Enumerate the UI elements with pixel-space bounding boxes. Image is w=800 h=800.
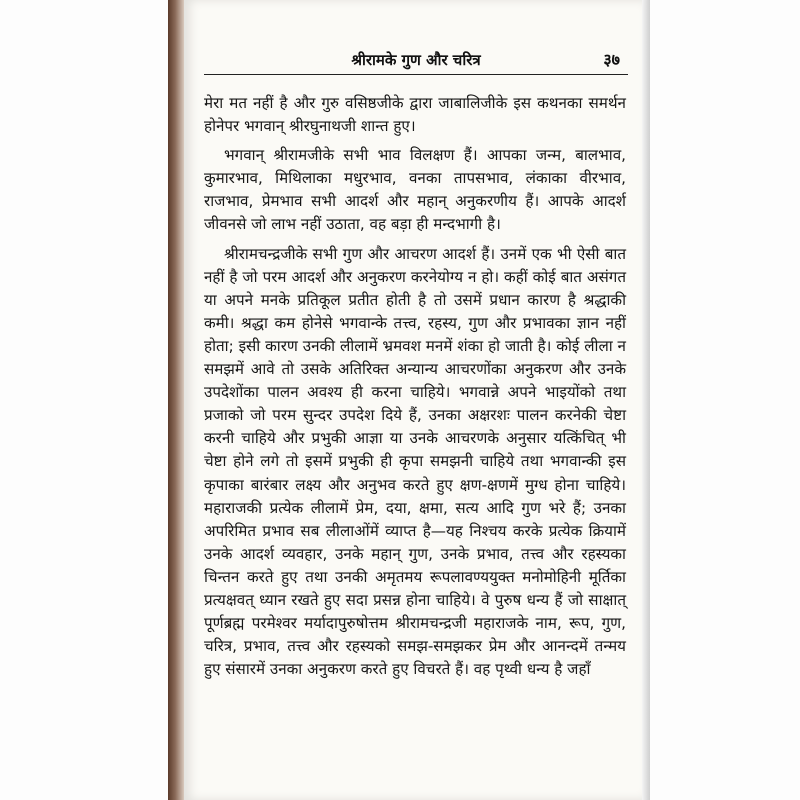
book-page-edges bbox=[642, 0, 650, 800]
page-number: ३७ bbox=[603, 50, 620, 69]
book-spine-edge bbox=[168, 0, 184, 800]
chapter-title: श्रीरामके गुण और चरित्र bbox=[351, 51, 481, 69]
paragraph-continuation: मेरा मत नहीं है और गुरु वसिष्ठजीके द्वारा जाबालिजीके इस कथनका समर्थन होनेपर भगवान् श्रीरघुनाथजी शान्त हुए। bbox=[204, 94, 626, 136]
running-header bbox=[204, 44, 628, 75]
paragraph-gun-acharan: श्रीरामचन्द्रजीके सभी गुण और आचरण आदर्श हैं। उनमें एक भी ऐसी बात नहीं है जो परम आदर्श और अनुकरण करनेयोग्य न हो। कहीं कोई बात असंगत या अपने मनके प्रतिकूल प्रतीत होती है तो उसमें प्रधान कारण है श्रद्धाकी कमी। श्रद्धा कम होनेसे भगवान्के तत्त्व, रहस्य, गुण और प्रभावका ज्ञान नहीं होता; इसी कारण उनकी लीलामें भ्रमवश मनमें शंका हो जाती है। कोई लीला न समझमें आवे तो उसके अतिरिक्त अन्यान्य आचरणोंका अनुकरण और उनके उपदेशोंका पालन अवश्य ही करना चाहिये। भगवान्ने अपने भाइयोंको तथा प्रजाको जो परम सुन्दर उपदेश दिये हैं, उनका अक्षरशः पालन करनेकी चेष्टा करनी चाहिये और प्रभुकी आज्ञा या उनके आचरणके अनुसार यत्किंचित् भी चेष्टा होने लगे तो इसमें प्रभुकी ही कृपा समझनी चाहिये तथा भगवान्की इस कृपाका बारंबार लक्ष्य और अनुभव करते हुए क्षण-क्षणमें मुग्ध होना चाहिये। महाराजकी प्रत्येक लीलामें प्रेम, दया, क्षमा, सत्य आदि गुण भरे हैं; उनका अपरिमित प्रभाव सब लीलाओंमें व्याप्त है—यह निश्चय करके प्रत्येक क्रियामें उनके आदर्श व्यवहार, उनके महान् गुण, उनके प्रभाव, तत्त्व और रहस्यका चिन्तन करते हुए तथा उनकी अमृतमय रूपलावण्ययुक्त मनोमोहिनी मूर्तिका प्रत्यक्षवत् ध्यान रखते हुए सदा प्रसन्न होना चाहिये। वे पुरुष धन्य हैं जो साक्षात् पूर्णब्रह्म परमेश्वर मर्यादापुरुषोत्तम श्रीरामचन्द्रजी महाराजके नाम, रूप, गुण, चरित्र, प्रभाव, तत्त्व और रहस्यको समझ-समझकर प्रेम और आनन्दमें तन्मय हुए संसारमें उनका अनुकरण करते हुए विचरते हैं। वह पृथ्वी धन्य है जहाँ bbox=[204, 244, 626, 679]
book-page bbox=[184, 0, 642, 800]
body-text bbox=[204, 92, 626, 687]
paragraph-bhav: भगवान् श्रीरामजीके सभी भाव विलक्षण हैं। आपका जन्म, बालभाव, कुमारभाव, मिथिलाका मधुरभाव, वनका तापसभाव, लंकाका वीरभाव, राजभाव, प्रेमभाव सभी आदर्श और महान् अनुकरणीय हैं। आपके आदर्श जीवनसे जो लाभ नहीं उठाता, वह बड़ा ही मन्दभागी है। bbox=[204, 146, 626, 234]
